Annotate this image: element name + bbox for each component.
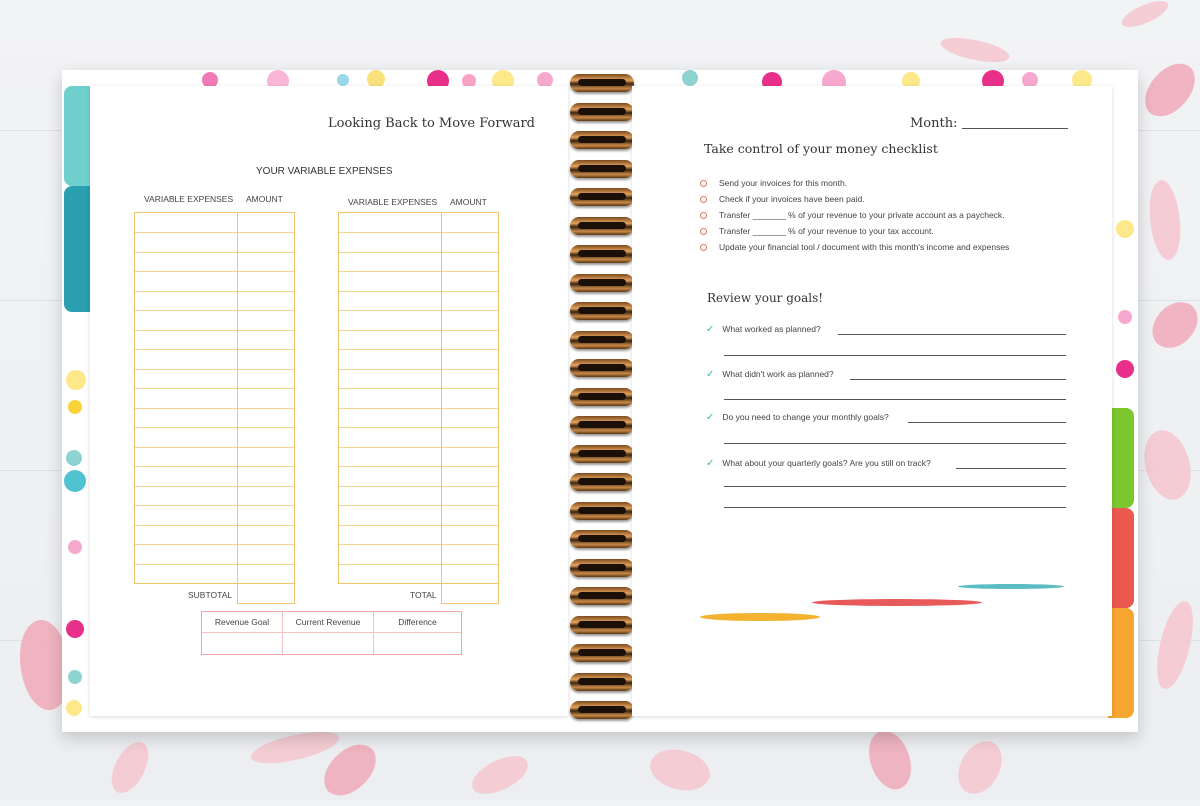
table2-col2-header: AMOUNT	[450, 197, 487, 207]
spiral-coil	[570, 331, 634, 349]
table-row-line	[135, 369, 294, 370]
flower-petal	[106, 737, 153, 799]
flower-petal	[1118, 0, 1171, 31]
spiral-coil	[570, 502, 634, 520]
checkmark-icon: ✓	[706, 369, 715, 380]
table-row-line	[339, 447, 498, 448]
table-row-line	[135, 408, 294, 409]
spiral-coil	[570, 160, 634, 178]
table-row-line	[339, 408, 498, 409]
answer-line[interactable]	[956, 468, 1066, 469]
flower-petal	[249, 727, 342, 767]
checklist-item[interactable]: Transfer _______ % of your revenue to your tax account.	[700, 226, 1009, 242]
flower-petal	[1146, 294, 1200, 356]
flower-petal	[858, 724, 923, 796]
spiral-coil	[570, 274, 634, 292]
spiral-coil	[570, 587, 634, 605]
table-row-line	[135, 544, 294, 545]
flower-petal	[1138, 54, 1200, 126]
table-row-line	[339, 486, 498, 487]
table-row-line	[339, 271, 498, 272]
section-title: YOUR VARIABLE EXPENSES	[256, 166, 393, 177]
spiral-coil	[570, 302, 634, 320]
polka-dot	[68, 400, 82, 414]
table-row-line	[135, 232, 294, 233]
polka-dot	[682, 70, 698, 86]
answer-line[interactable]	[724, 399, 1066, 400]
table2-col1-header: VARIABLE EXPENSES	[348, 197, 438, 207]
table-row-line	[339, 291, 498, 292]
table-row-line	[135, 252, 294, 253]
answer-line[interactable]	[724, 486, 1066, 487]
answer-line[interactable]	[724, 507, 1066, 508]
checkmark-icon: ✓	[706, 458, 715, 469]
yellow-brush-stroke	[700, 613, 820, 621]
spiral-coil	[570, 359, 634, 377]
flower-petal	[954, 736, 1007, 799]
flower-petal	[1132, 424, 1200, 506]
bullet-circle-icon	[700, 212, 707, 219]
teal-brush-stroke	[958, 584, 1064, 589]
polka-dot	[66, 700, 82, 716]
table-row-line	[135, 349, 294, 350]
money-checklist	[700, 178, 1009, 258]
table-row-line	[339, 369, 498, 370]
table-row-line	[339, 544, 498, 545]
polka-dot	[68, 540, 82, 554]
checklist-title: Take control of your money checklist	[704, 141, 938, 156]
table-row-line	[339, 252, 498, 253]
polka-dot	[68, 670, 82, 684]
expense-table-1[interactable]	[134, 212, 295, 584]
checklist-item[interactable]: Send your invoices for this month.	[700, 178, 1009, 194]
flower-petal	[644, 739, 715, 801]
table-row-line	[135, 447, 294, 448]
answer-line[interactable]	[724, 355, 1066, 356]
current-revenue-header: Current Revenue	[295, 617, 361, 627]
spiral-coil	[570, 473, 634, 491]
difference-header: Difference	[398, 617, 437, 627]
table-row-line	[339, 427, 498, 428]
table-row-line	[339, 330, 498, 331]
flower-petal	[939, 31, 1012, 68]
right-page	[632, 86, 1112, 716]
answer-line[interactable]	[724, 443, 1066, 444]
table-row-line	[339, 310, 498, 311]
polka-dot	[66, 620, 84, 638]
total-label: TOTAL	[410, 590, 437, 600]
total-cell[interactable]	[441, 583, 499, 604]
bullet-circle-icon	[700, 244, 707, 251]
polka-dot	[64, 470, 86, 492]
month-input-line[interactable]	[962, 128, 1068, 129]
bullet-circle-icon	[700, 228, 707, 235]
spiral-coil	[570, 131, 634, 149]
answer-line[interactable]	[850, 379, 1066, 380]
checklist-item[interactable]: Check if your invoices have been paid.	[700, 194, 1009, 210]
spiral-coil	[570, 530, 634, 548]
goal-question: ✓ What worked as planned?	[706, 324, 821, 335]
table-row-line	[135, 330, 294, 331]
table-row-line	[339, 564, 498, 565]
polka-dot	[1116, 220, 1134, 238]
table-row-line	[135, 310, 294, 311]
table-row-line	[135, 291, 294, 292]
spiral-coil	[570, 445, 634, 463]
checkmark-icon: ✓	[706, 324, 715, 335]
table-row-line	[339, 525, 498, 526]
table1-col2-header: AMOUNT	[246, 194, 283, 204]
flower-petal	[1143, 178, 1186, 262]
table-row-line	[135, 427, 294, 428]
spiral-coil	[570, 74, 634, 92]
spiral-coil	[570, 103, 634, 121]
polka-dot	[1116, 360, 1134, 378]
table-row-line	[339, 349, 498, 350]
bullet-circle-icon	[700, 196, 707, 203]
polka-dot	[66, 450, 82, 466]
month-label: Month:	[910, 116, 958, 131]
answer-line[interactable]	[838, 334, 1066, 335]
bullet-circle-icon	[700, 180, 707, 187]
table-row-line	[135, 486, 294, 487]
spiral-coil	[570, 701, 634, 719]
spiral-coil	[570, 388, 634, 406]
spiral-coil	[570, 644, 634, 662]
revenue-goal-header: Revenue Goal	[214, 617, 270, 627]
subtotal-cell[interactable]	[237, 583, 295, 604]
spiral-coil	[570, 559, 634, 577]
table-row-line	[339, 466, 498, 467]
table1-col1-header: VARIABLE EXPENSES	[144, 194, 234, 204]
checklist-item[interactable]: Transfer _______ % of your revenue to your private account as a paycheck.	[700, 210, 1009, 226]
checklist-item[interactable]: Update your financial tool / document with this month's income and expenses	[700, 242, 1009, 258]
left-page	[90, 86, 568, 716]
flower-petal	[1152, 598, 1197, 692]
table-row-line	[135, 505, 294, 506]
goal-question: ✓ What didn't work as planned?	[706, 369, 834, 380]
table-row-line	[135, 564, 294, 565]
table-row-line	[135, 466, 294, 467]
goal-question: ✓ Do you need to change your monthly goals?	[706, 412, 889, 423]
table-row-line	[339, 232, 498, 233]
spiral-coil	[570, 188, 634, 206]
page-title: Looking Back to Move Forward	[328, 116, 535, 131]
revenue-table[interactable]	[201, 611, 462, 655]
table-column-divider	[237, 213, 238, 583]
spiral-coil	[570, 217, 634, 235]
subtotal-label: SUBTOTAL	[188, 590, 233, 600]
red-brush-stroke	[812, 599, 982, 606]
table-column-divider	[441, 213, 442, 583]
table-row-line	[135, 525, 294, 526]
expense-table-2[interactable]	[338, 212, 499, 584]
table-row-line	[135, 388, 294, 389]
flower-petal	[467, 751, 534, 800]
checkmark-icon: ✓	[706, 412, 715, 423]
spiral-coil	[570, 616, 634, 634]
answer-line[interactable]	[908, 422, 1066, 423]
table-row-line	[339, 505, 498, 506]
polka-dot	[1118, 310, 1132, 324]
goal-question: ✓ What about your quarterly goals? Are you still on track?	[706, 458, 931, 469]
polka-dot	[337, 74, 349, 86]
table-row-line	[339, 388, 498, 389]
spiral-coil	[570, 673, 634, 691]
goals-title: Review your goals!	[707, 291, 824, 305]
polka-dot	[66, 370, 86, 390]
spiral-coil	[570, 245, 634, 263]
spiral-coil	[570, 416, 634, 434]
table-row-line	[135, 271, 294, 272]
